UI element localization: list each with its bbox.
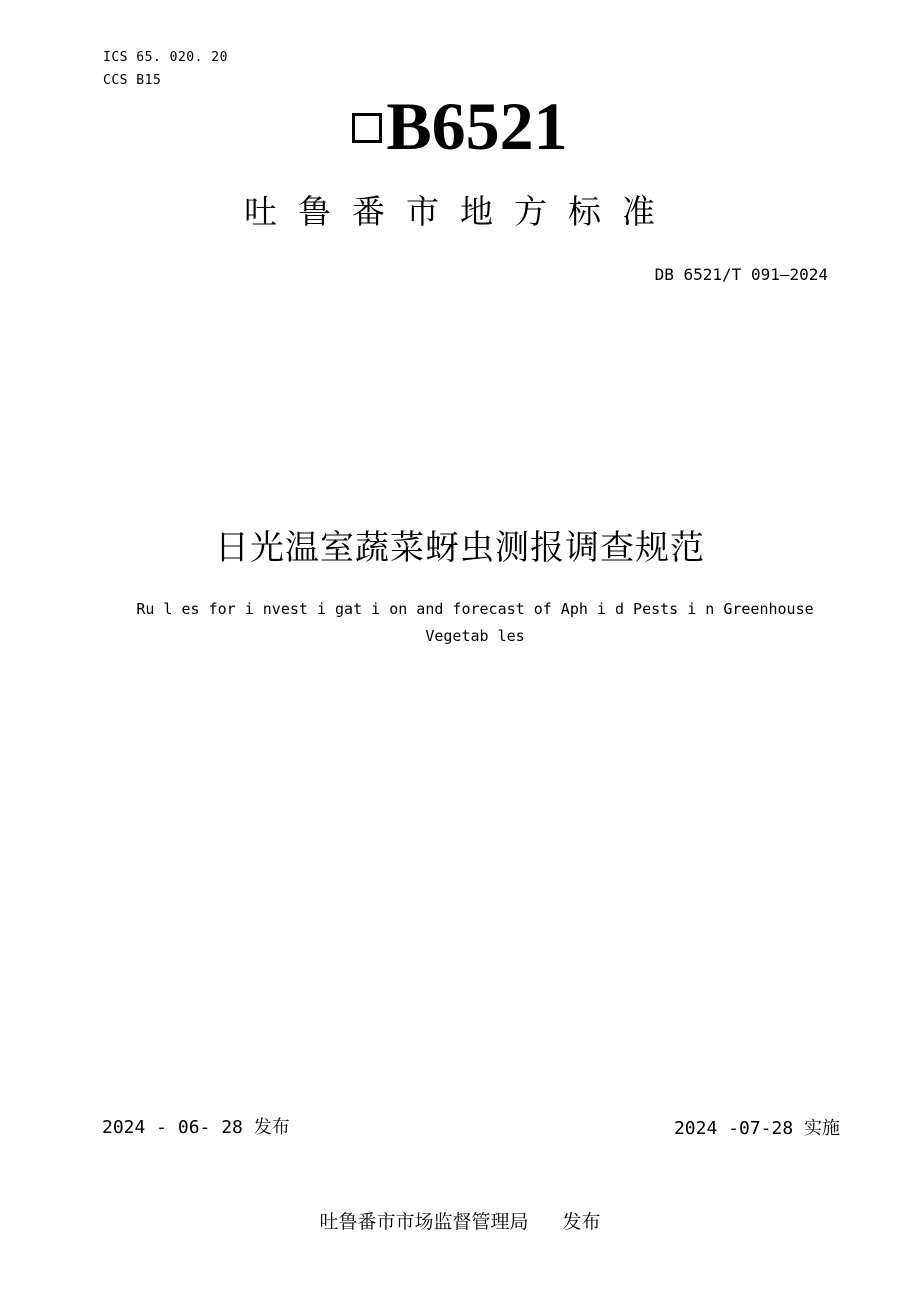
publish-date: 2024 - 06- 28 发布 (102, 1117, 290, 1138)
standard-logo (0, 86, 920, 166)
ics-code: ICS 65. 020. 20 (103, 50, 228, 65)
document-title-english: Ru l es for i nvest i gat i on and forecast of Aph i d Pests i n Greenhouse Vegetab les (136, 600, 814, 645)
standard-category-title: 吐鲁番市地方标准 (244, 192, 676, 231)
logo-box-icon (352, 113, 382, 143)
issuer-name: 吐鲁番市市场监督管理局 (319, 1211, 529, 1233)
document-title-chinese: 日光温室蔬菜蚜虫测报调查规范 (215, 528, 705, 568)
implement-date: 2024 -07-28 实施 (673, 1118, 840, 1139)
ccs-code: CCS B15 (103, 73, 162, 88)
logo-code: B6521 (386, 88, 568, 164)
standard-number: DB 6521/T 091—2024 (654, 265, 828, 284)
issuer-line (0, 1207, 920, 1234)
issuer-action: 发布 (562, 1211, 601, 1233)
